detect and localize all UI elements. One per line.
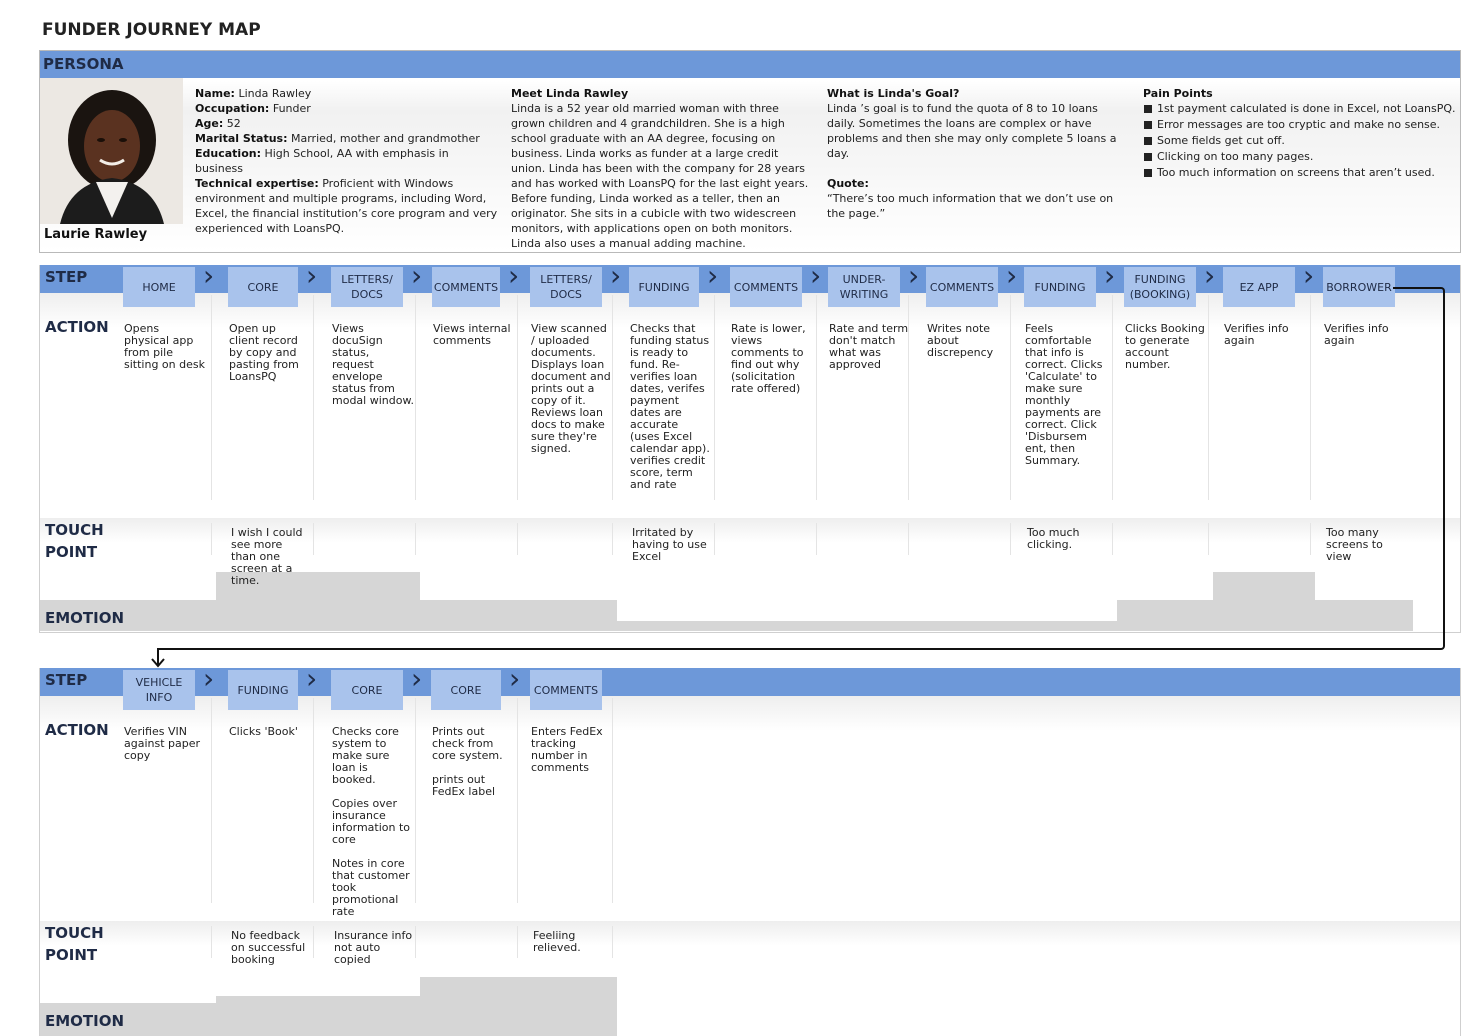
column-divider	[1010, 523, 1011, 555]
chevron-right-icon: ›	[707, 259, 719, 292]
column-divider	[1112, 295, 1113, 500]
emotion-row-label: EMOTION	[45, 609, 125, 627]
meet-title: Meet Linda Rawley	[511, 87, 629, 100]
persona-details	[195, 86, 500, 236]
action-text: Views internal comments	[433, 322, 511, 347]
action-text: Rate and term don't match what was approved	[829, 322, 909, 371]
persona-meet	[511, 86, 811, 251]
emotion-bar	[420, 600, 522, 631]
chevron-right-icon: ›	[203, 662, 215, 695]
emotion-bar	[420, 977, 522, 1036]
column-divider	[415, 523, 416, 555]
action-text: Verifies VIN against paper copy	[124, 725, 201, 762]
step-box[interactable]: CORE	[331, 670, 403, 710]
chevron-right-icon: ›	[203, 259, 215, 292]
action-row-label: ACTION	[45, 318, 109, 336]
emotion-bar	[522, 600, 617, 631]
persona-goal	[827, 86, 1127, 221]
touch-point-text: I wish I could see more than one screen at a time.	[231, 526, 303, 587]
column-divider	[714, 295, 715, 500]
column-divider	[415, 698, 416, 903]
column-divider	[816, 523, 817, 555]
step-box[interactable]: CORE	[228, 267, 298, 307]
step-box[interactable]: COMMENTS	[530, 670, 602, 710]
column-divider	[211, 698, 212, 903]
quote-text: “There’s too much information that we don’t use on the page.”	[827, 192, 1114, 220]
persona-photo-caption: Laurie Rawley	[44, 227, 148, 242]
step-box[interactable]: HOME	[123, 267, 195, 307]
column-divider	[1112, 523, 1113, 555]
step-box[interactable]: LETTERS/ DOCS	[530, 267, 602, 307]
column-divider	[816, 295, 817, 500]
chevron-right-icon: ›	[1006, 259, 1018, 292]
detail-occupation: Occupation: Funder	[195, 102, 311, 115]
chevron-right-icon: ›	[306, 259, 318, 292]
goal-text: Linda ’s goal is to fund the quota of 8 to 10 loans daily. Sometimes the loans are complex or have problems and then she may only complete 5 loans a day.	[827, 102, 1117, 160]
chevron-right-icon: ›	[306, 662, 318, 695]
pain-point: Error messages are too cryptic and make no sense.	[1143, 117, 1458, 133]
step-box[interactable]: EZ APP	[1223, 267, 1295, 307]
chevron-right-icon: ›	[1303, 259, 1315, 292]
emotion-bar	[522, 977, 617, 1036]
page-title: FUNDER JOURNEY MAP	[42, 20, 261, 40]
step-box[interactable]: COMMENTS	[432, 267, 500, 307]
emotion-bar	[318, 572, 420, 631]
touch-point-text: No feedback on successful booking	[231, 929, 306, 966]
chevron-right-icon: ›	[508, 259, 520, 292]
flow-connector	[1393, 287, 1445, 650]
step-box[interactable]: UNDER-WRITING	[828, 267, 900, 307]
touch-point-text: Too many screens to view	[1326, 526, 1383, 563]
action-text: Rate is lower, views comments to find out why (solicitation rate offered)	[731, 322, 806, 395]
step-box[interactable]: LETTERS/ DOCS	[331, 267, 403, 307]
touch-row-label: TOUCH POINT	[45, 924, 104, 964]
step-box[interactable]: VEHICLE INFO	[123, 670, 195, 710]
column-divider	[1010, 295, 1011, 500]
persona-header: PERSONA	[40, 51, 1460, 78]
action-text: Opens physical app from pile sitting on desk	[124, 322, 205, 371]
chevron-right-icon: ›	[610, 259, 622, 292]
column-divider	[313, 698, 314, 903]
column-divider	[211, 926, 212, 958]
column-divider	[415, 295, 416, 500]
action-row-label: ACTION	[45, 721, 109, 739]
column-divider	[612, 523, 613, 555]
action-text: Prints out check from core system. prints out FedEx label	[432, 725, 503, 798]
emotion-bar	[719, 621, 821, 631]
pain-point: Too much information on screens that aren’t used.	[1143, 165, 1458, 181]
chevron-right-icon: ›	[908, 259, 920, 292]
emotion-bar	[913, 621, 1015, 631]
emotion-bar	[1015, 621, 1117, 631]
pain-point: Some fields get cut off.	[1143, 133, 1458, 149]
pain-title: Pain Points	[1143, 87, 1213, 100]
action-text: Checks core system to make sure loan is booked. Copies over insurance information to core Notes in core that customer took promotional rate	[332, 725, 411, 918]
column-divider	[517, 295, 518, 500]
action-text: Open up client record by copy and pasting from LoansPQ	[229, 322, 299, 383]
column-divider	[1208, 295, 1209, 500]
persona-pain-points	[1143, 86, 1458, 181]
column-divider	[313, 926, 314, 958]
persona-panel	[39, 50, 1461, 253]
action-text: Verifies info again	[1324, 322, 1389, 347]
column-divider	[908, 523, 909, 555]
action-text: Checks that funding status is ready to fund. Re-verifies loan dates, verifes payment dates are accurate (uses Excel calendar app). verifies credit score, term and rate	[630, 322, 710, 491]
emotion-bar	[617, 621, 719, 631]
step-box[interactable]: FUNDING	[629, 267, 699, 307]
column-divider	[211, 295, 212, 500]
column-divider	[517, 523, 518, 555]
emotion-bar	[821, 621, 913, 631]
step-box[interactable]: COMMENTS	[730, 267, 802, 307]
touch-point-text: Feeliing relieved.	[533, 929, 581, 954]
column-divider	[714, 523, 715, 555]
touch-point-text: Irritated by having to use Excel	[632, 526, 707, 563]
detail-technical: Technical expertise: Proficient with Windows environment and multiple programs, including Word, Excel, the financial institution’s core program and very experienced with LoansPQ.	[195, 177, 498, 235]
detail-marital: Marital Status: Married, mother and grandmother	[195, 132, 480, 145]
column-divider	[1310, 295, 1311, 500]
action-text: Clicks Booking to generate account number.	[1125, 322, 1205, 371]
column-divider	[415, 926, 416, 958]
touch-row-label: TOUCH POINT	[45, 521, 104, 561]
detail-age: Age: 52	[195, 117, 241, 130]
emotion-bar	[216, 996, 318, 1036]
column-divider	[313, 523, 314, 555]
emotion-row-label: EMOTION	[45, 1012, 125, 1030]
flow-connector-bottom	[157, 648, 1397, 650]
persona-photo	[40, 78, 183, 224]
column-divider	[517, 926, 518, 958]
step-row-label: STEP	[45, 268, 88, 286]
chevron-right-icon: ›	[1104, 259, 1116, 292]
step-box[interactable]: FUNDING (BOOKING)	[1124, 267, 1196, 307]
detail-education: Education: High School, AA with emphasis in business	[195, 147, 449, 175]
journey-section-2	[39, 662, 1461, 1036]
goal-title: What is Linda's Goal?	[827, 87, 960, 100]
step-box[interactable]: FUNDING	[228, 670, 298, 710]
step-box[interactable]: COMMENTS	[926, 267, 998, 307]
pain-point: Clicking on too many pages.	[1143, 149, 1458, 165]
quote-title: Quote:	[827, 177, 869, 190]
action-text: Verifies info again	[1224, 322, 1289, 347]
column-divider	[1310, 523, 1311, 555]
emotion-bar	[1213, 572, 1315, 631]
chevron-right-icon: ›	[411, 662, 423, 695]
action-text: Writes note about discrepency	[927, 322, 994, 359]
step-box[interactable]: FUNDING	[1024, 267, 1096, 307]
meet-text: Linda is a 52 year old married woman with three grown children and 4 grandchildren. She is a high school graduate with an AA degree, focusing on business. Linda works as funder at a large credit union. Linda has been with the company for 28 years and has worked with LoansPQ for the last eight years. Before funding, Linda worked as a teller, then an originator. She sits in a cubicle with two widescreen monitors, with applications open on both monitors. Linda also uses a manual adding machine.	[511, 102, 809, 250]
action-text: Clicks 'Book'	[229, 725, 298, 738]
action-text: Feels comfortable that info is correct. Clicks 'Calculate' to make sure monthly payments are correct. Click 'Disbursem ent, then Summary.	[1025, 322, 1103, 467]
action-text: View scanned / uploaded documents. Displays loan document and prints out a copy of it. Reviews loan docs to make sure they're signed.	[531, 322, 611, 455]
column-divider	[517, 698, 518, 903]
chevron-right-icon: ›	[1204, 259, 1216, 292]
pain-list	[1143, 101, 1458, 181]
column-divider	[1208, 523, 1209, 555]
step-box[interactable]: CORE	[431, 670, 501, 710]
touch-point-text: Insurance info not auto copied	[334, 929, 413, 966]
action-text: Enters FedEx tracking number in comments	[531, 725, 603, 774]
journey-section-1	[39, 259, 1461, 633]
touch-point-text: Too much clicking.	[1027, 526, 1080, 551]
emotion-bar	[318, 996, 420, 1036]
emotion-bar	[1117, 600, 1213, 631]
detail-name: Name: Linda Rawley	[195, 87, 312, 100]
chevron-right-icon: ›	[810, 259, 822, 292]
action-text: Views docuSign status, request envelope status from modal window.	[332, 322, 414, 407]
step-box[interactable]: BORROWER	[1323, 267, 1395, 307]
column-divider	[211, 523, 212, 555]
pain-point: 1st payment calculated is done in Excel, not LoansPQ.	[1143, 101, 1458, 117]
column-divider	[313, 295, 314, 500]
arrow-down-icon	[151, 658, 165, 668]
chevron-right-icon: ›	[509, 662, 521, 695]
step-row-label: STEP	[45, 671, 88, 689]
chevron-right-icon: ›	[411, 259, 423, 292]
